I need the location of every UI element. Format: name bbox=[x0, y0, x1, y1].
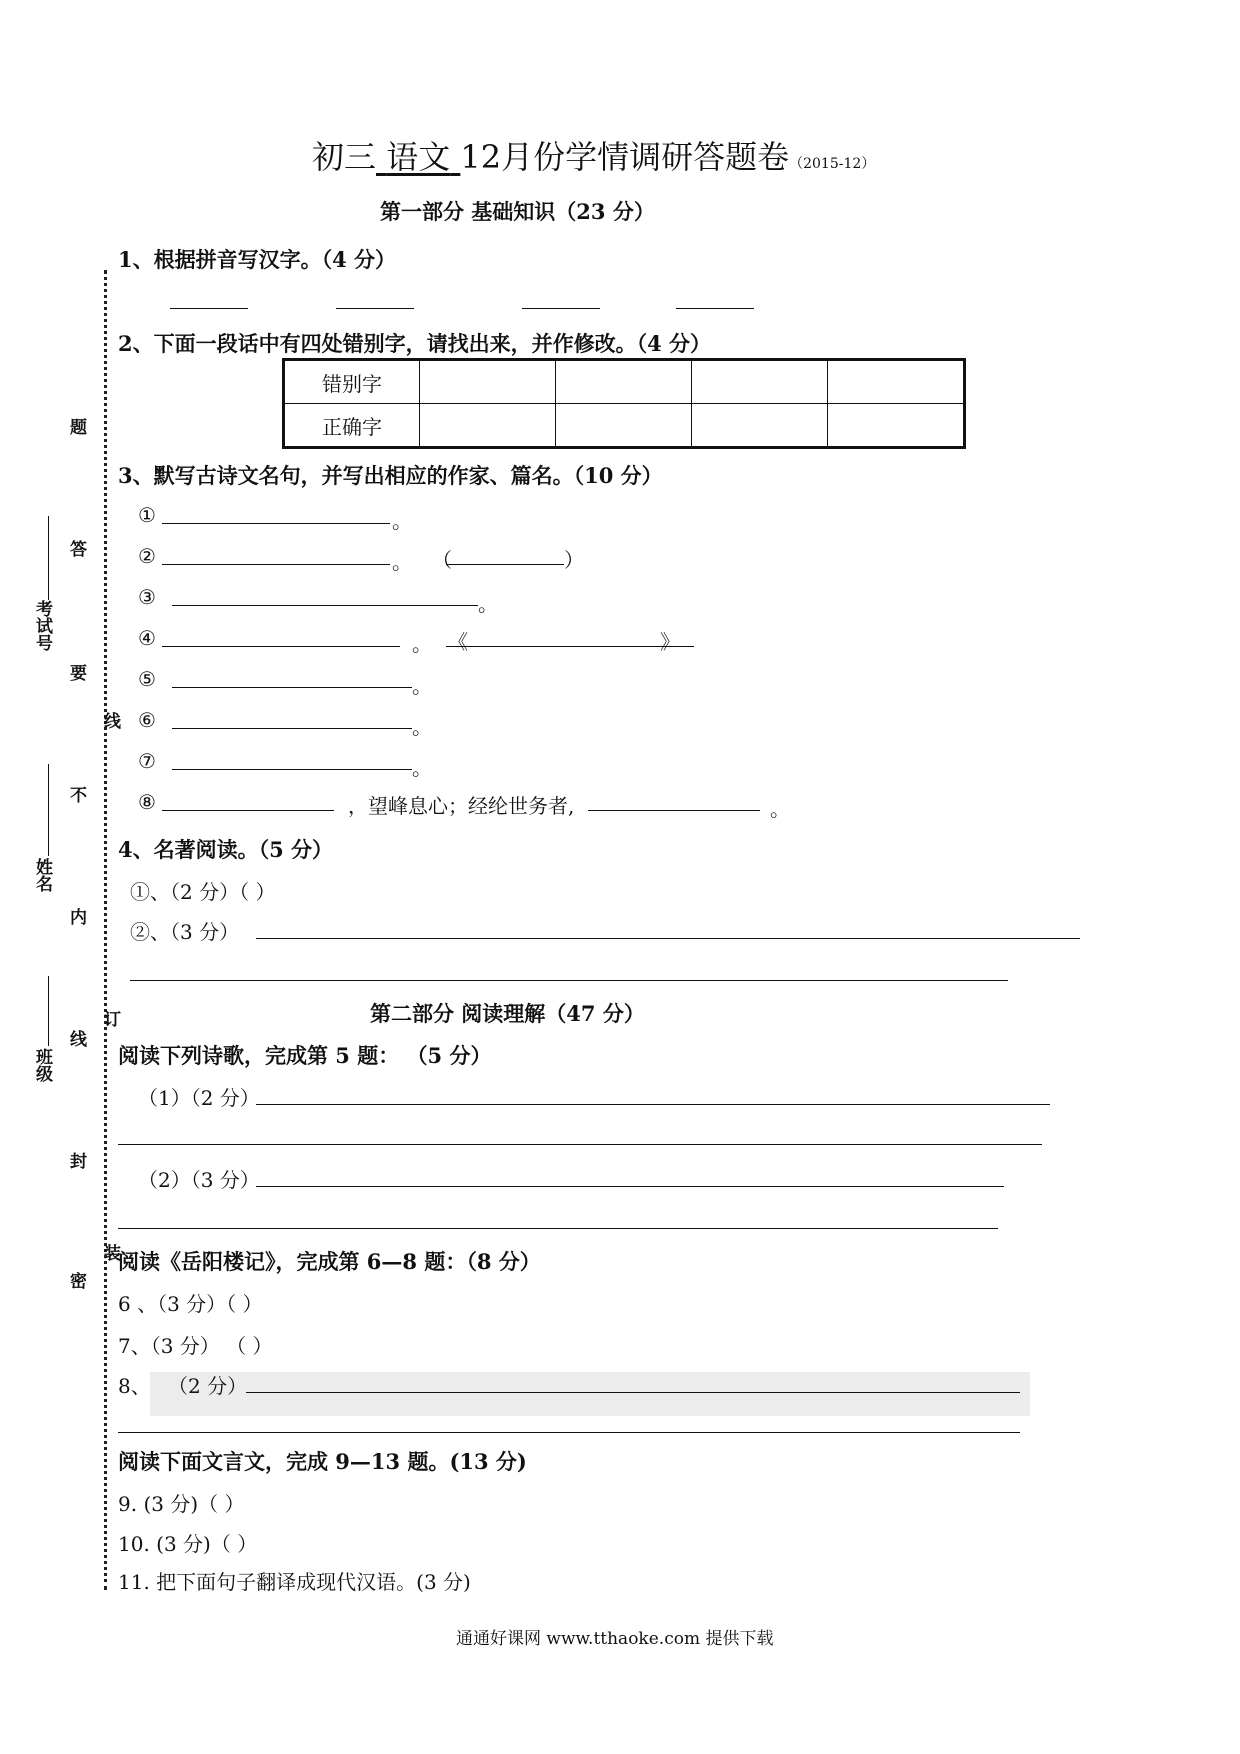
q3-blank-4[interactable] bbox=[162, 646, 400, 647]
binding-line bbox=[104, 270, 107, 1590]
yueyang-heading: 阅读《岳阳楼记》，完成第 6—8 题：（8 分） bbox=[118, 1249, 541, 1274]
q3-blank-8b[interactable] bbox=[588, 810, 760, 811]
table-cell[interactable] bbox=[692, 404, 828, 448]
q3-blank-3[interactable] bbox=[172, 605, 478, 606]
name-blank[interactable] bbox=[48, 764, 49, 856]
page-title bbox=[312, 132, 875, 178]
q3-end-3: 。 bbox=[478, 592, 498, 616]
q8-line-1[interactable] bbox=[246, 1392, 1020, 1393]
poem-heading: 阅读下列诗歌，完成第 5 题： （5 分） bbox=[118, 1043, 492, 1068]
row-label-correct: 正确字 bbox=[284, 404, 420, 448]
part1-heading: 第一部分 基础知识（23 分） bbox=[380, 199, 655, 224]
class-label: 班级 bbox=[32, 1048, 52, 1082]
q6: 6 、（3 分）（ ） bbox=[118, 1292, 263, 1316]
cut-char: 订 bbox=[100, 1010, 120, 1027]
correction-table bbox=[282, 358, 966, 449]
footer-credit: 通通好课网 www.tthaoke.com 提供下载 bbox=[456, 1629, 774, 1649]
q3-heading: 3、默写古诗文名句，并写出相应的作家、篇名。（10 分） bbox=[118, 463, 663, 488]
q4-2-answer-line-2[interactable] bbox=[130, 980, 1008, 981]
title-suffix: 12月份学情调研答题卷 bbox=[460, 138, 790, 176]
q3-paren-close: ） bbox=[564, 548, 584, 572]
table-cell[interactable] bbox=[556, 404, 692, 448]
q1-blank-1[interactable] bbox=[170, 308, 248, 309]
table-row bbox=[284, 404, 965, 448]
q3-marker-8: ⑧ bbox=[138, 790, 156, 814]
q3-end-4: 。 bbox=[412, 632, 432, 656]
q3-blank-1[interactable] bbox=[162, 523, 390, 524]
q3-end-7: 。 bbox=[412, 756, 432, 780]
q3-marker-1: ① bbox=[138, 503, 156, 527]
q3-book-close: 》 bbox=[660, 630, 680, 654]
poem-q1-line-2[interactable] bbox=[118, 1144, 1042, 1145]
poem-q2-line-2[interactable] bbox=[118, 1228, 998, 1229]
q8-highlight bbox=[150, 1372, 1030, 1416]
table-cell[interactable] bbox=[828, 404, 965, 448]
q3-blank-6[interactable] bbox=[172, 728, 412, 729]
table-row bbox=[284, 360, 965, 404]
poem-q2: （2）（3 分） bbox=[138, 1168, 260, 1192]
q4-1: ①、（2 分）（ ） bbox=[130, 880, 276, 904]
q3-book-open: 《 bbox=[448, 630, 468, 654]
q3-blank-7[interactable] bbox=[172, 769, 412, 770]
q4-2: ②、（3 分） bbox=[130, 920, 240, 944]
q3-end-2: 。 bbox=[392, 550, 412, 574]
seal-char: 内 bbox=[66, 908, 86, 925]
q3-paren-open: （ bbox=[432, 548, 452, 572]
table-cell[interactable] bbox=[420, 360, 556, 404]
q4-heading: 4、名著阅读。（5 分） bbox=[118, 837, 334, 862]
q1-blank-2[interactable] bbox=[336, 308, 414, 309]
q3-end-8: 。 bbox=[770, 797, 790, 821]
q3-marker-6: ⑥ bbox=[138, 708, 156, 732]
seal-char: 不 bbox=[66, 786, 86, 803]
part2-heading: 第二部分 阅读理解（47 分） bbox=[370, 1001, 645, 1026]
q1-heading: 1、根据拼音写汉字。（4 分） bbox=[118, 247, 397, 272]
q3-blank-2[interactable] bbox=[162, 564, 390, 565]
seal-char: 答 bbox=[66, 540, 86, 557]
q3-blank-5[interactable] bbox=[172, 687, 412, 688]
q2-heading: 2、下面一段话中有四处错别字，请找出来，并作修改。（4 分） bbox=[118, 331, 712, 356]
q4-2-answer-line-1[interactable] bbox=[256, 938, 1080, 939]
q3-title-blank[interactable] bbox=[446, 646, 694, 647]
classical-heading: 阅读下面文言文，完成 9—13 题。(13 分) bbox=[118, 1449, 527, 1474]
q10: 10. (3 分)（ ） bbox=[118, 1532, 258, 1556]
table-cell[interactable] bbox=[828, 360, 965, 404]
table-cell[interactable] bbox=[692, 360, 828, 404]
title-date: （2015-12） bbox=[789, 156, 876, 172]
q3-end-6: 。 bbox=[412, 715, 432, 739]
class-blank[interactable] bbox=[48, 976, 49, 1046]
q3-author-blank[interactable] bbox=[446, 564, 564, 565]
q7: 7、（3 分） （ ） bbox=[118, 1334, 273, 1358]
q3-marker-3: ③ bbox=[138, 585, 156, 609]
cut-char: 线 bbox=[100, 712, 120, 729]
q3-marker-4: ④ bbox=[138, 626, 156, 650]
q3-marker-5: ⑤ bbox=[138, 667, 156, 691]
title-prefix: 初三 bbox=[312, 138, 377, 176]
exam-no-blank[interactable] bbox=[48, 516, 49, 600]
q8-number: 8、 bbox=[118, 1374, 151, 1398]
seal-char: 要 bbox=[66, 664, 86, 681]
q3-end-1: 。 bbox=[392, 509, 412, 533]
q3-end-5: 。 bbox=[412, 674, 432, 698]
seal-char: 封 bbox=[66, 1152, 86, 1169]
poem-q2-line-1[interactable] bbox=[256, 1186, 1004, 1187]
name-label: 姓名 bbox=[32, 858, 52, 892]
q9: 9. (3 分)（ ） bbox=[118, 1492, 245, 1516]
q11: 11. 把下面句子翻译成现代汉语。(3 分) bbox=[118, 1570, 471, 1594]
q1-blank-3[interactable] bbox=[522, 308, 600, 309]
seal-char: 密 bbox=[66, 1272, 86, 1289]
title-subject: 语文 bbox=[386, 138, 451, 176]
row-label-wrong: 错别字 bbox=[284, 360, 420, 404]
table-cell[interactable] bbox=[556, 360, 692, 404]
seal-char: 线 bbox=[66, 1030, 86, 1047]
cut-char: 装 bbox=[100, 1244, 120, 1261]
q8-line-2[interactable] bbox=[118, 1432, 1020, 1433]
q1-blank-4[interactable] bbox=[676, 308, 754, 309]
q8-label: （2 分） bbox=[168, 1374, 248, 1398]
poem-q1-line-1[interactable] bbox=[256, 1104, 1050, 1105]
exam-no-label: 考试号 bbox=[32, 600, 52, 651]
seal-char: 题 bbox=[66, 418, 86, 435]
q3-marker-7: ⑦ bbox=[138, 749, 156, 773]
poem-q1: （1）（2 分） bbox=[138, 1086, 260, 1110]
table-cell[interactable] bbox=[420, 404, 556, 448]
q3-8-text: ，望峰息心；经纶世务者, bbox=[348, 794, 575, 818]
q3-marker-2: ② bbox=[138, 544, 156, 568]
q3-blank-8a[interactable] bbox=[162, 810, 334, 811]
